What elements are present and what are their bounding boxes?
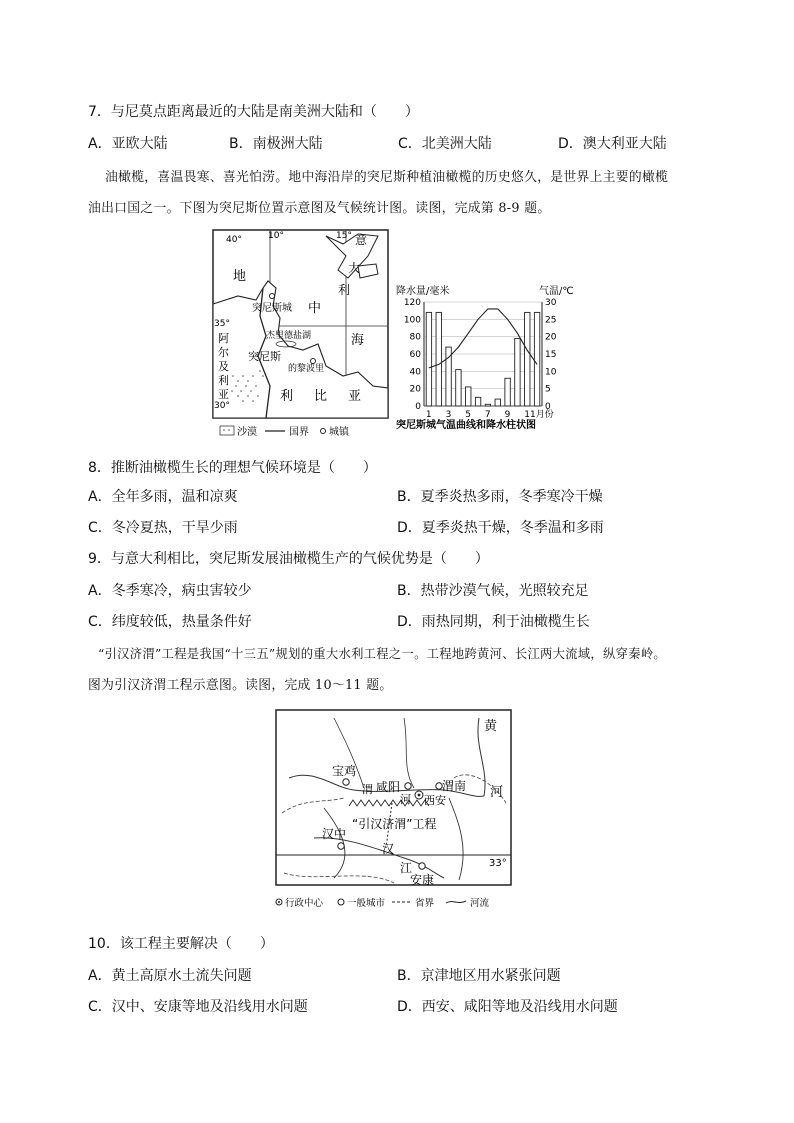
label-yi: 意 [355, 233, 368, 247]
chart-xtick-label: 11月份 [524, 410, 554, 420]
q7-option-c: C．北美洲大陆 [398, 136, 492, 152]
q8-option-a: A．全年多雨，温和凉爽 [88, 489, 238, 505]
chart-bar [466, 387, 471, 406]
tunisia-location-map [208, 226, 394, 440]
q7-option-d: D．澳大利亚大陆 [558, 136, 667, 152]
chart-bar [426, 312, 431, 406]
label-ankang: 安康 [410, 873, 435, 887]
label-he: 河 [490, 785, 504, 800]
chart-ytick-label: 80 [409, 332, 421, 343]
label-zhong: 中 [308, 301, 322, 316]
q10-option-c: C．汉中、安康等地及沿线用水问题 [88, 999, 308, 1015]
chart-xtick-label: 1 [425, 410, 432, 420]
label-han: 汉 [382, 842, 395, 856]
legend-river: 河流 [470, 898, 490, 909]
label-libya-3: 亚 [348, 389, 362, 404]
label-tunis-city: 突尼斯城 [252, 303, 292, 314]
label-tripoli: 的黎波里 [288, 364, 325, 374]
label-algeria-5: 亚 [218, 388, 229, 401]
city-baoji [343, 779, 349, 785]
q9-option-b: B．热带沙漠气候，光照较充足 [397, 583, 589, 599]
chart-ytick-label: 100 [403, 315, 421, 326]
legend-city-marker [338, 899, 344, 905]
legend-town: 城镇 [329, 427, 349, 438]
chart-temperature-line [429, 309, 537, 368]
chart-ytick-label: 60 [409, 350, 421, 360]
label-baoji: 宝鸡 [332, 764, 357, 778]
label-huang: 黄 [484, 719, 498, 734]
label-algeria-2: 尔 [218, 346, 229, 359]
chart-bar [505, 378, 510, 406]
q10-stem: 10．该工程主要解决（ ） [88, 936, 274, 952]
chart-bar [534, 312, 539, 406]
city-ankang [419, 863, 425, 869]
chart-plot-area [404, 298, 557, 420]
chart-y2tick-label: 25 [545, 315, 557, 326]
label-xianyang: 咸阳 [376, 780, 401, 794]
city-hanzhong [338, 843, 344, 849]
legend-city: 一般城市 [347, 898, 386, 909]
q7-stem: 7．与尼莫点距离最近的大陆是南美洲大陆和（ ） [88, 104, 419, 120]
chart-y2tick-label: 30 [545, 298, 557, 308]
legend-border: 省界 [415, 898, 435, 909]
label-xian: 西安 [424, 794, 446, 807]
q9-option-c: C．纬度较低，热量条件好 [88, 614, 252, 630]
label-lake: 杰里德盐湖 [266, 331, 312, 341]
label-di: 地 [233, 269, 247, 284]
label-li: 利 [338, 283, 351, 297]
chart-ytick-label: 120 [403, 298, 421, 308]
hanjiwei-project-map [274, 708, 524, 913]
chart-bar [495, 399, 500, 406]
chart-bar [485, 404, 490, 406]
chart-ylabel: 降水量/毫米 [396, 286, 450, 297]
chart-y2tick-label: 10 [545, 367, 557, 378]
lat-35: 35° [214, 319, 230, 329]
chart-ytick-label: 40 [409, 367, 421, 378]
label-libya-2: 比 [314, 389, 328, 404]
q9-option-a: A．冬季寒冷，病虫害较少 [88, 583, 252, 599]
label-lat-33: 33° [489, 858, 507, 869]
q10-option-d: D．西安、咸阳等地及沿线用水问题 [397, 999, 618, 1015]
chart-title: 突尼斯城气温曲线和降水柱状图 [396, 420, 536, 431]
lon-15: 15° [336, 231, 352, 241]
q9-option-d: D．雨热同期，利于油橄榄生长 [397, 614, 590, 630]
q10-option-a: A．黄土高原水土流失问题 [88, 968, 252, 984]
q7-option-a: A．亚欧大陆 [88, 136, 168, 152]
chart-bar [515, 338, 520, 406]
label-jiang: 江 [400, 861, 413, 875]
q10-option-b: B．京津地区用水紧张问题 [397, 968, 561, 984]
q8-stem: 8．推断油橄榄生长的理想气候环境是（ ） [88, 460, 377, 476]
town-tunis [270, 294, 275, 299]
intro1-line1: 油橄榄，喜温畏寒、喜光怕涝。地中海沿岸的突尼斯种植油橄榄的历史悠久，是世界上主要的橄榄 [105, 170, 669, 185]
intro2-line2: 图为引汉济渭工程示意图。读图，完成 10～11 题。 [88, 678, 393, 693]
q8-option-b: B．夏季炎热多雨，冬季寒冷干燥 [397, 489, 603, 505]
lat-40: 40° [226, 235, 242, 245]
chart-bar [475, 397, 480, 406]
legend-desert: 沙漠 [237, 427, 257, 438]
legend-river-line [446, 901, 466, 903]
chart-ytick-label: 0 [415, 402, 421, 412]
city-xianyang [405, 783, 411, 789]
label-hanzhong: 汉中 [322, 827, 347, 841]
chart-bar [525, 312, 530, 406]
legend-town-marker [321, 429, 326, 434]
q8-option-c: C．冬冷夏热，干旱少雨 [88, 520, 238, 536]
chart-y2tick-label: 0 [545, 402, 551, 412]
label-algeria-3: 及 [218, 360, 229, 373]
chart-ytick-label: 20 [409, 384, 421, 395]
chart-y2tick-label: 15 [545, 350, 557, 360]
chart-xtick-label: 3 [445, 410, 452, 420]
lon-10: 10° [268, 231, 284, 241]
climate-chart [394, 282, 584, 434]
chart-xtick-label: 5 [465, 410, 471, 420]
label-hai: 海 [351, 333, 365, 348]
chart-xtick-label: 9 [504, 410, 511, 420]
legend-border: 国界 [289, 427, 309, 438]
intro2-line1: “引汉济渭”工程是我国“十三五”规划的重大水利工程之一。工程地跨黄河、长江两大流域，纵穿秦岭。 [98, 647, 667, 661]
q7-option-b: B．南极洲大陆 [229, 136, 323, 152]
legend-center: 行政中心 [285, 898, 324, 909]
intro1-line2: 油出口国之一。下图为突尼斯位置示意图及气候统计图。读图，完成第 8-9 题。 [88, 201, 551, 216]
label-da: 大 [348, 261, 361, 275]
label-project: “引汉济渭”工程 [352, 817, 437, 831]
chart-xtick-label: 7 [484, 410, 491, 420]
q8-option-d: D．夏季炎热干燥，冬季温和多雨 [397, 520, 604, 536]
label-libya-1: 利 [280, 389, 294, 404]
label-wei: 渭 [362, 783, 373, 796]
chart-bar [436, 312, 441, 406]
chart-y2label: 气温/℃ [539, 286, 574, 297]
lat-30: 30° [214, 401, 230, 411]
chart-bar [456, 370, 461, 406]
label-tunisia: 突尼斯 [248, 350, 281, 363]
chart-y2tick-label: 5 [545, 384, 551, 395]
label-he2: 河 [400, 793, 411, 806]
town-tripoli [311, 359, 316, 364]
q9-stem: 9．与意大利相比，突尼斯发展油橄榄生产的气候优势是（ ） [88, 551, 489, 567]
label-algeria-4: 利 [218, 374, 229, 387]
legend-desert-swatch [220, 426, 234, 435]
label-algeria-1: 阿 [218, 332, 229, 345]
chart-y2tick-label: 20 [545, 332, 557, 343]
label-weinan: 渭南 [442, 779, 467, 793]
